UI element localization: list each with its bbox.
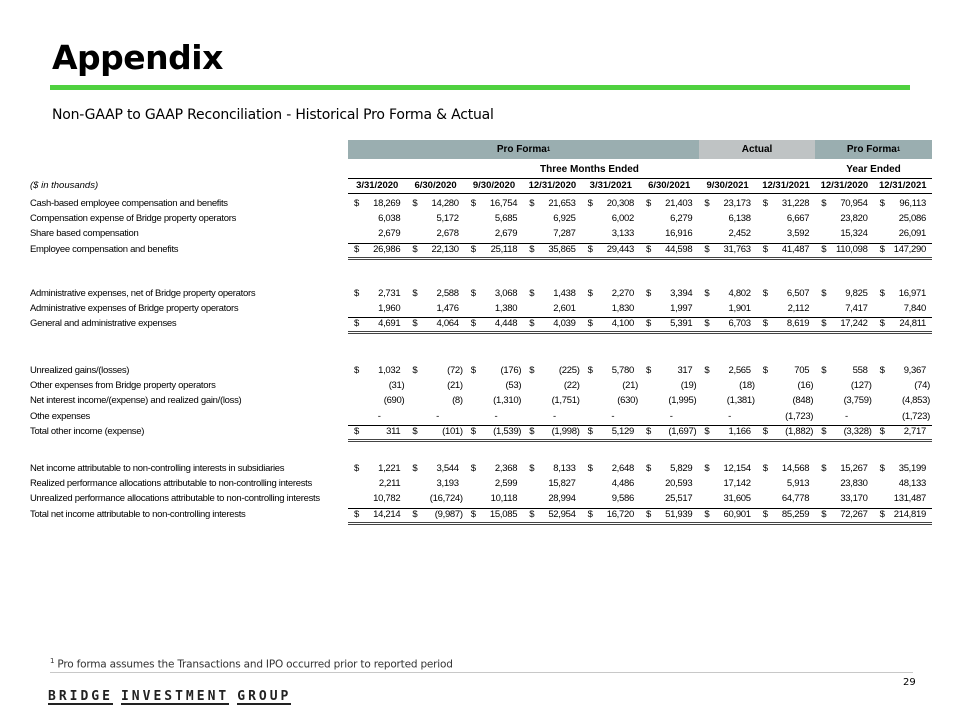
currency-symbol: $ bbox=[587, 508, 593, 520]
currency-symbol: $ bbox=[529, 243, 535, 255]
value-cell: 1,830 bbox=[611, 303, 634, 315]
currency-symbol: $ bbox=[354, 318, 359, 330]
value-cell: 2,731 bbox=[378, 288, 401, 299]
currency-symbol: $ bbox=[821, 288, 827, 299]
row-label: Compensation expense of Bridge property operators bbox=[30, 213, 237, 225]
currency-symbol: $ bbox=[704, 508, 710, 520]
value-cell: 25,118 bbox=[490, 243, 518, 255]
value-cell: - bbox=[669, 410, 673, 422]
value-cell: 1,166 bbox=[728, 425, 751, 437]
value-cell: 5,829 bbox=[670, 463, 693, 474]
value-cell: 28,994 bbox=[548, 493, 576, 505]
value-cell: 4,039 bbox=[553, 318, 576, 330]
total-row-label: Total other income (expense) bbox=[30, 425, 145, 437]
footnote-marker: 1 bbox=[546, 146, 551, 153]
currency-symbol: $ bbox=[762, 318, 768, 330]
value-cell: 4,100 bbox=[611, 318, 634, 330]
value-cell: 6,703 bbox=[728, 318, 751, 330]
value-cell: 2,270 bbox=[611, 288, 634, 299]
value-cell: 16,720 bbox=[606, 508, 634, 520]
currency-symbol: $ bbox=[879, 365, 885, 376]
value-cell: 6,002 bbox=[611, 213, 634, 225]
value-cell: 9,367 bbox=[903, 365, 926, 376]
value-cell: (1,539) bbox=[493, 425, 522, 437]
value-cell: - bbox=[611, 410, 615, 422]
value-cell: 2,648 bbox=[611, 463, 634, 474]
currency-symbol: $ bbox=[529, 288, 535, 299]
currency-symbol: $ bbox=[646, 425, 651, 437]
value-cell: 72,267 bbox=[840, 508, 868, 520]
currency-symbol: $ bbox=[879, 463, 885, 474]
value-cell: 2,368 bbox=[494, 463, 518, 474]
value-cell: 2,112 bbox=[787, 303, 810, 315]
column-header-rule bbox=[348, 193, 932, 194]
value-cell: 3,068 bbox=[494, 288, 518, 299]
value-cell: 16,754 bbox=[489, 198, 518, 209]
value-cell: 1,476 bbox=[436, 303, 459, 315]
value-cell: 4,691 bbox=[378, 318, 401, 330]
value-cell: (101) bbox=[442, 425, 463, 437]
currency-symbol: $ bbox=[821, 508, 827, 520]
value-cell: - bbox=[552, 410, 556, 422]
column-header: 6/30/2020 bbox=[414, 180, 457, 191]
value-cell: 3,544 bbox=[436, 463, 459, 474]
period-label-text: Three Months Ended bbox=[540, 164, 639, 175]
currency-symbol: $ bbox=[587, 425, 593, 437]
value-cell: 5,172 bbox=[436, 213, 459, 225]
total-double-rule bbox=[348, 331, 932, 334]
currency-symbol: $ bbox=[704, 198, 710, 209]
value-cell: 51,939 bbox=[665, 508, 693, 520]
row-label: Unrealized gains/(losses) bbox=[30, 365, 130, 376]
value-cell: 6,667 bbox=[786, 213, 810, 225]
value-cell: 33,170 bbox=[840, 493, 868, 505]
value-cell: 41,487 bbox=[781, 243, 810, 255]
value-cell: 60,901 bbox=[723, 508, 751, 520]
total-row-label: Employee compensation and benefits bbox=[30, 243, 179, 255]
total-row-label: General and administrative expenses bbox=[30, 318, 177, 330]
value-cell: (19) bbox=[680, 380, 697, 392]
footnote-marker: 1 bbox=[896, 146, 901, 153]
currency-symbol: $ bbox=[704, 288, 710, 299]
value-cell: 20,593 bbox=[665, 478, 693, 490]
value-cell: 14,280 bbox=[431, 198, 459, 209]
value-cell: 25,517 bbox=[665, 493, 693, 505]
value-cell: (127) bbox=[850, 380, 872, 392]
value-cell: 20,308 bbox=[606, 198, 634, 209]
value-cell: 705 bbox=[794, 365, 810, 376]
value-cell: 7,417 bbox=[845, 303, 868, 315]
total-double-rule bbox=[348, 257, 932, 260]
value-cell: 17,242 bbox=[840, 318, 868, 330]
value-cell: (31) bbox=[388, 380, 405, 392]
value-cell: 6,507 bbox=[786, 288, 810, 299]
value-cell: 14,214 bbox=[373, 508, 401, 520]
currency-symbol: $ bbox=[879, 508, 885, 520]
page-title: Appendix bbox=[52, 38, 223, 77]
value-cell: 8,619 bbox=[786, 318, 810, 330]
currency-symbol: $ bbox=[529, 318, 535, 330]
value-cell: (18) bbox=[739, 380, 755, 392]
value-cell: 5,780 bbox=[611, 365, 634, 376]
currency-symbol: $ bbox=[762, 365, 768, 376]
currency-symbol: $ bbox=[412, 198, 418, 209]
value-cell: 15,267 bbox=[840, 463, 868, 474]
value-cell: 2,717 bbox=[903, 425, 926, 437]
value-cell: 23,820 bbox=[840, 213, 868, 225]
logo-word: BRIDGE bbox=[48, 689, 113, 704]
currency-symbol: $ bbox=[879, 425, 885, 437]
value-cell: 3,394 bbox=[670, 288, 693, 299]
value-cell: 21,653 bbox=[548, 198, 576, 209]
value-cell: 3,193 bbox=[436, 478, 459, 490]
value-cell: 85,259 bbox=[781, 508, 810, 520]
value-cell: - bbox=[436, 410, 440, 422]
currency-symbol: $ bbox=[529, 425, 535, 437]
row-label: Net interest income/(expense) and realized gain/(loss) bbox=[30, 395, 242, 407]
value-cell: 6,925 bbox=[553, 213, 576, 225]
value-cell: 311 bbox=[386, 425, 401, 437]
currency-symbol: $ bbox=[587, 243, 593, 255]
currency-symbol: $ bbox=[704, 318, 710, 330]
value-cell: 4,448 bbox=[494, 318, 518, 330]
value-cell: (22) bbox=[563, 380, 580, 392]
value-cell: 5,913 bbox=[786, 478, 810, 490]
currency-symbol: $ bbox=[587, 365, 593, 376]
value-cell: 14,568 bbox=[781, 463, 810, 474]
value-cell: 15,324 bbox=[840, 228, 868, 240]
value-cell: 1,032 bbox=[378, 365, 401, 376]
value-cell: 5,685 bbox=[494, 213, 518, 225]
value-cell: - bbox=[494, 410, 498, 422]
value-cell: 16,916 bbox=[665, 228, 693, 240]
row-label: Othe expenses bbox=[30, 410, 91, 422]
value-cell: 6,038 bbox=[378, 213, 401, 225]
page-subtitle: Non-GAAP to GAAP Reconciliation - Historical Pro Forma & Actual bbox=[52, 107, 494, 123]
value-cell: 12,154 bbox=[723, 463, 751, 474]
value-cell: 9,825 bbox=[845, 288, 868, 299]
value-cell: 35,865 bbox=[548, 243, 576, 255]
currency-symbol: $ bbox=[879, 318, 885, 330]
currency-symbol: $ bbox=[821, 365, 827, 376]
value-cell: 1,438 bbox=[553, 288, 576, 299]
value-cell: 2,565 bbox=[728, 365, 751, 376]
value-cell: 10,782 bbox=[373, 493, 401, 505]
currency-symbol: $ bbox=[821, 198, 827, 209]
value-cell: 4,802 bbox=[728, 288, 751, 299]
column-header: 3/31/2021 bbox=[589, 180, 632, 191]
value-cell: (1,751) bbox=[551, 395, 580, 407]
value-cell: 23,173 bbox=[723, 198, 751, 209]
column-header: 12/31/2021 bbox=[762, 180, 810, 191]
currency-symbol: $ bbox=[704, 463, 710, 474]
row-label: Other expenses from Bridge property operators bbox=[30, 380, 216, 392]
value-cell: 147,290 bbox=[893, 243, 926, 255]
currency-symbol: $ bbox=[412, 318, 418, 330]
value-cell: 2,452 bbox=[728, 228, 751, 240]
company-logo bbox=[48, 690, 291, 705]
value-cell: 1,380 bbox=[494, 303, 518, 315]
value-cell: 9,586 bbox=[611, 493, 634, 505]
currency-symbol: $ bbox=[470, 425, 476, 437]
currency-symbol: $ bbox=[470, 318, 476, 330]
currency-symbol: $ bbox=[821, 318, 827, 330]
value-cell: 52,954 bbox=[548, 508, 576, 520]
row-label: Administrative expenses of Bridge property operators bbox=[30, 303, 239, 315]
value-cell: (1,381) bbox=[726, 395, 755, 407]
column-header: 12/31/2020 bbox=[820, 180, 869, 191]
value-cell: 44,598 bbox=[665, 243, 693, 255]
currency-symbol: $ bbox=[470, 508, 476, 520]
currency-symbol: $ bbox=[762, 288, 768, 299]
column-header: 12/31/2020 bbox=[528, 180, 577, 191]
row-label: Net income attributable to non-controlling interests in subsidiaries bbox=[30, 463, 285, 474]
value-cell: (16) bbox=[797, 380, 814, 392]
currency-symbol: $ bbox=[762, 463, 768, 474]
value-cell: (74) bbox=[914, 380, 930, 392]
currency-symbol: $ bbox=[354, 365, 359, 376]
currency-symbol: $ bbox=[529, 463, 535, 474]
currency-symbol: $ bbox=[821, 243, 827, 255]
period-rule bbox=[348, 178, 932, 179]
value-cell: 22,130 bbox=[431, 243, 459, 255]
value-cell: (4,853) bbox=[901, 395, 930, 407]
value-cell: (1,697) bbox=[668, 425, 697, 437]
value-cell: 64,778 bbox=[781, 493, 810, 505]
page-number: 29 bbox=[903, 677, 916, 688]
currency-symbol: $ bbox=[470, 288, 476, 299]
value-cell: 16,971 bbox=[898, 288, 926, 299]
value-cell: 31,763 bbox=[723, 243, 751, 255]
currency-symbol: $ bbox=[879, 288, 885, 299]
currency-symbol: $ bbox=[762, 198, 768, 209]
currency-symbol: $ bbox=[646, 198, 651, 209]
currency-symbol: $ bbox=[646, 365, 651, 376]
band-actual bbox=[699, 140, 815, 159]
currency-symbol: $ bbox=[646, 318, 651, 330]
currency-symbol: $ bbox=[587, 318, 593, 330]
band-label: Actual bbox=[741, 144, 773, 155]
value-cell: - bbox=[844, 410, 848, 422]
value-cell: (21) bbox=[622, 380, 638, 392]
band-label: Pro Forma bbox=[846, 144, 897, 155]
currency-symbol: $ bbox=[646, 463, 651, 474]
footnote-text: Pro forma assumes the Transactions and IPO occurred prior to reported period bbox=[57, 658, 453, 671]
value-cell: 25,086 bbox=[898, 213, 926, 225]
value-cell: 23,830 bbox=[840, 478, 868, 490]
value-cell: 2,599 bbox=[494, 478, 518, 490]
value-cell: 8,133 bbox=[553, 463, 576, 474]
currency-symbol: $ bbox=[587, 288, 593, 299]
currency-symbol: $ bbox=[879, 198, 885, 209]
value-cell: 5,129 bbox=[611, 425, 634, 437]
value-cell: (3,759) bbox=[843, 395, 872, 407]
currency-symbol: $ bbox=[412, 425, 418, 437]
period-label-year-ended: Year Ended bbox=[846, 164, 901, 175]
currency-symbol: $ bbox=[704, 425, 710, 437]
units-label: ($ in thousands) bbox=[30, 180, 99, 191]
row-label: Administrative expenses, net of Bridge property operators bbox=[30, 288, 256, 299]
value-cell: 31,605 bbox=[723, 493, 751, 505]
currency-symbol: $ bbox=[646, 243, 651, 255]
currency-symbol: $ bbox=[879, 243, 885, 255]
value-cell: 4,064 bbox=[436, 318, 459, 330]
value-cell: 131,487 bbox=[893, 493, 926, 505]
value-cell: (8) bbox=[452, 395, 463, 407]
value-cell: 29,443 bbox=[606, 243, 634, 255]
row-label: Unrealized performance allocations attributable to non-controlling interests bbox=[30, 493, 320, 505]
value-cell: 15,827 bbox=[548, 478, 576, 490]
row-label: Share based compensation bbox=[30, 228, 139, 240]
value-cell: 17,142 bbox=[723, 478, 751, 490]
currency-symbol: $ bbox=[762, 243, 768, 255]
value-cell: 1,960 bbox=[378, 303, 401, 315]
currency-symbol: $ bbox=[354, 463, 359, 474]
value-cell: 18,269 bbox=[373, 198, 401, 209]
column-header: 9/30/2020 bbox=[472, 180, 516, 191]
currency-symbol: $ bbox=[354, 425, 359, 437]
value-cell: (16,724) bbox=[429, 493, 463, 505]
currency-symbol: $ bbox=[821, 425, 827, 437]
value-cell: 7,840 bbox=[903, 303, 926, 315]
row-label: Realized performance allocations attributable to non-controlling interests bbox=[30, 478, 312, 490]
value-cell: 31,228 bbox=[781, 198, 810, 209]
value-cell: 1,901 bbox=[728, 303, 751, 315]
value-cell: (176) bbox=[500, 365, 522, 376]
currency-symbol: $ bbox=[354, 198, 359, 209]
value-cell: (53) bbox=[505, 380, 522, 392]
value-cell: (72) bbox=[447, 365, 463, 376]
value-cell: 21,403 bbox=[665, 198, 693, 209]
band-pro-forma-quarterly bbox=[348, 140, 699, 159]
currency-symbol: $ bbox=[587, 198, 593, 209]
value-cell: 96,113 bbox=[899, 198, 926, 209]
currency-symbol: $ bbox=[704, 243, 710, 255]
column-header: 6/30/2021 bbox=[648, 180, 691, 191]
value-cell: 24,811 bbox=[899, 318, 926, 330]
currency-symbol: $ bbox=[470, 243, 476, 255]
total-double-rule bbox=[348, 439, 932, 442]
value-cell: 35,199 bbox=[898, 463, 926, 474]
currency-symbol: $ bbox=[646, 288, 651, 299]
band-pro-forma-annual bbox=[815, 140, 932, 159]
value-cell: (1,310) bbox=[493, 395, 522, 407]
footnote-marker: 1 bbox=[50, 657, 55, 665]
column-header: 12/31/2021 bbox=[879, 180, 927, 191]
currency-symbol: $ bbox=[821, 463, 827, 474]
value-cell: (848) bbox=[792, 395, 814, 407]
value-cell: 7,287 bbox=[553, 228, 576, 240]
currency-symbol: $ bbox=[412, 365, 418, 376]
value-cell: (21) bbox=[447, 380, 463, 392]
value-cell: (690) bbox=[383, 395, 405, 407]
value-cell: 26,091 bbox=[898, 228, 926, 240]
currency-symbol: $ bbox=[354, 508, 359, 520]
currency-symbol: $ bbox=[412, 508, 418, 520]
column-header: 3/31/2020 bbox=[356, 180, 399, 191]
value-cell: (1,882) bbox=[785, 425, 814, 437]
footer-rule bbox=[50, 672, 913, 673]
value-cell: 2,588 bbox=[436, 288, 459, 299]
currency-symbol: $ bbox=[412, 288, 418, 299]
currency-symbol: $ bbox=[704, 365, 710, 376]
value-cell: 317 bbox=[677, 365, 693, 376]
value-cell: 6,279 bbox=[670, 213, 693, 225]
value-cell: 2,679 bbox=[378, 228, 401, 240]
logo-word: INVESTMENT bbox=[120, 689, 230, 704]
currency-symbol: $ bbox=[646, 508, 651, 520]
value-cell: 5,391 bbox=[670, 318, 693, 330]
band-label: Pro Forma bbox=[496, 144, 547, 155]
value-cell: (3,328) bbox=[843, 425, 872, 437]
value-cell: 1,997 bbox=[670, 303, 693, 315]
value-cell: 2,679 bbox=[494, 228, 518, 240]
currency-symbol: $ bbox=[354, 288, 359, 299]
currency-symbol: $ bbox=[529, 508, 535, 520]
value-cell: 3,592 bbox=[786, 228, 810, 240]
value-cell: 3,133 bbox=[611, 228, 634, 240]
currency-symbol: $ bbox=[529, 198, 535, 209]
footnote bbox=[50, 657, 453, 671]
value-cell: - bbox=[728, 410, 732, 422]
value-cell: 48,133 bbox=[898, 478, 926, 490]
value-cell: 2,678 bbox=[436, 228, 459, 240]
currency-symbol: $ bbox=[412, 243, 418, 255]
value-cell: 15,085 bbox=[489, 508, 518, 520]
value-cell: 2,601 bbox=[553, 303, 576, 315]
value-cell: - bbox=[377, 410, 381, 422]
currency-symbol: $ bbox=[470, 198, 476, 209]
currency-symbol: $ bbox=[587, 463, 593, 474]
value-cell: (225) bbox=[558, 365, 580, 376]
currency-symbol: $ bbox=[354, 243, 359, 255]
currency-symbol: $ bbox=[762, 425, 768, 437]
value-cell: 110,098 bbox=[836, 243, 868, 255]
currency-symbol: $ bbox=[470, 365, 476, 376]
value-cell: (1,995) bbox=[668, 395, 697, 407]
value-cell: 558 bbox=[852, 365, 868, 376]
currency-symbol: $ bbox=[470, 463, 476, 474]
value-cell: (630) bbox=[617, 395, 638, 407]
currency-symbol: $ bbox=[762, 508, 768, 520]
column-header: 9/30/2021 bbox=[706, 180, 749, 191]
value-cell: 1,221 bbox=[378, 463, 401, 474]
total-double-rule bbox=[348, 522, 932, 525]
value-cell: 4,486 bbox=[611, 478, 634, 490]
value-cell: (1,998) bbox=[551, 425, 580, 437]
value-cell: 10,118 bbox=[490, 493, 518, 505]
value-cell: (9,987) bbox=[434, 508, 463, 520]
row-label: Cash-based employee compensation and benefits bbox=[30, 198, 228, 209]
value-cell: 70,954 bbox=[840, 198, 868, 209]
currency-symbol: $ bbox=[412, 463, 418, 474]
value-cell: 6,138 bbox=[728, 213, 751, 225]
value-cell: (1,723) bbox=[901, 410, 930, 422]
total-row-label: Total net income attributable to non-controlling interests bbox=[30, 508, 246, 520]
currency-symbol: $ bbox=[529, 365, 535, 376]
logo-word: GROUP bbox=[237, 689, 292, 704]
value-cell: 214,819 bbox=[893, 508, 926, 520]
value-cell: 26,986 bbox=[373, 243, 401, 255]
value-cell: 2,211 bbox=[378, 478, 401, 490]
value-cell: (1,723) bbox=[785, 410, 814, 422]
